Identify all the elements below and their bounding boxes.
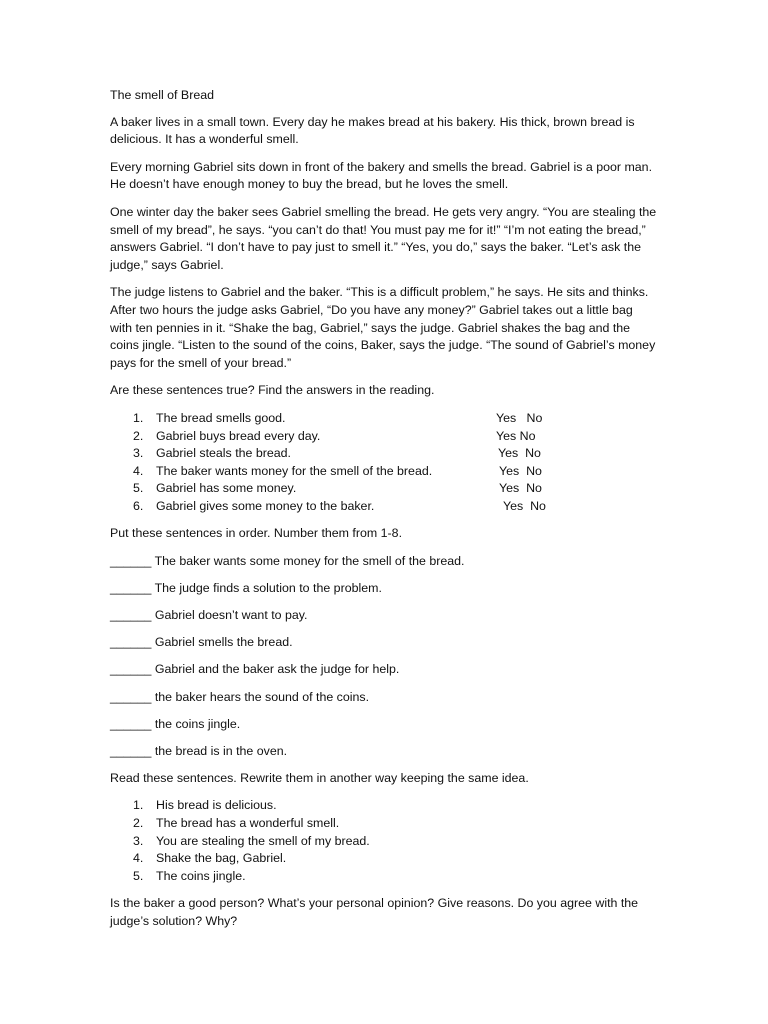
item-number: 2.	[133, 428, 144, 443]
list-item	[110, 661, 658, 679]
item-number: 4.	[133, 463, 144, 478]
item-number: 5.	[133, 481, 144, 496]
yes-no-answer: Yes No	[496, 428, 536, 443]
list-item	[110, 797, 658, 815]
item-text: The baker wants money for the smell of the bread.	[156, 463, 433, 478]
item-text: the coins jingle.	[154, 716, 241, 731]
item-text: Gabriel gives some money to the baker.	[156, 498, 375, 513]
closing-question: Is the baker a good person? What’s your personal opinion? Give reasons. Do you agree with the judge’s solution? Why?	[110, 896, 639, 928]
item-number: 1.	[133, 410, 144, 425]
list-item	[110, 498, 658, 516]
item-text: Gabriel smells the bread.	[154, 635, 293, 650]
list-item	[110, 850, 658, 868]
list-item	[110, 689, 658, 707]
list-item	[110, 463, 658, 481]
yes-no-answer: Yes No	[496, 410, 543, 425]
yes-no-answer: Yes No	[498, 446, 541, 461]
number-blank[interactable]: ______	[110, 689, 152, 704]
number-blank[interactable]: ______	[110, 716, 152, 731]
item-text: the baker hears the sound of the coins.	[154, 689, 370, 704]
true-false-list	[110, 410, 658, 516]
list-item	[110, 868, 658, 886]
number-blank[interactable]: ______	[110, 581, 152, 596]
story-paragraph-4: The judge listens to Gabriel and the baker. “This is a difficult problem,” he says. He sits and thinks. After two hours the judge asks Gabriel, “Do you have any money?” Gabriel takes out a little bag with ten pennies in it. “Shake the bag, Gabriel,” says the judge. Gabriel shakes the bag and the coins jingle. “Listen to the sound of the coins, Baker, says the judge. “The sound of Gabriel’s money pays for the smell of your bread.”	[110, 285, 656, 370]
number-blank[interactable]: ______	[110, 662, 152, 677]
item-text: The baker wants some money for the smell of the bread.	[154, 554, 465, 569]
number-blank[interactable]: ______	[110, 743, 152, 758]
story-paragraph-1: A baker lives in a small town. Every day he makes bread at his bakery. His thick, brown bread is delicious. It has a wonderful smell.	[110, 114, 635, 147]
list-item	[110, 445, 658, 463]
story-paragraph-3: One winter day the baker sees Gabriel smelling the bread. He gets very angry. “You are stealing the smell of my bread”, he says. “you can’t do that! You must pay me for it!” “I’m not eating the bread,” answers Gabriel. “I don’t have to pay just to smell it.” “Yes, you do,” says the baker. “Let’s ask the judge,” says Gabriel.	[110, 204, 657, 272]
yes-no-answer: Yes No	[503, 498, 546, 513]
item-number: 4.	[133, 851, 144, 866]
story-paragraph-2: Every morning Gabriel sits down in front of the bakery and smells the bread. Gabriel is a poor man. He doesn’t have enough money to buy the bread, but he loves the smell.	[110, 159, 653, 192]
item-text: Gabriel steals the bread.	[156, 446, 291, 461]
page-title: The smell of Bread	[110, 88, 214, 102]
item-text: Gabriel doesn’t want to pay.	[154, 608, 308, 623]
item-number: 3.	[133, 833, 144, 848]
item-text: You are stealing the smell of my bread.	[156, 833, 370, 848]
list-item	[110, 815, 658, 833]
item-number: 3.	[133, 446, 144, 461]
list-item	[110, 428, 658, 446]
item-text: Gabriel buys bread every day.	[156, 428, 321, 443]
item-number: 2.	[133, 816, 144, 830]
rewrite-instruction: Read these sentences. Rewrite them in another way keeping the same idea.	[110, 770, 529, 785]
item-text: The bread smells good.	[156, 410, 286, 425]
item-number: 1.	[133, 798, 144, 813]
ordering-list	[110, 553, 658, 760]
item-number: 6.	[133, 498, 144, 513]
list-item	[110, 743, 658, 761]
list-item	[110, 410, 658, 428]
item-number: 5.	[133, 868, 144, 883]
yes-no-answer: Yes No	[499, 481, 542, 496]
list-item	[110, 833, 658, 851]
item-text: Gabriel has some money.	[156, 481, 297, 496]
item-text: The coins jingle.	[156, 868, 246, 883]
true-false-instruction: Are these sentences true? Find the answers in the reading.	[110, 383, 435, 398]
worksheet-content	[110, 87, 658, 941]
rewrite-list	[110, 797, 658, 885]
item-text: The judge finds a solution to the problem.	[154, 581, 382, 596]
item-text: Gabriel and the baker ask the judge for help.	[154, 662, 400, 677]
number-blank[interactable]: ______	[110, 635, 152, 650]
list-item	[110, 607, 658, 625]
item-text: His bread is delicious.	[156, 798, 277, 813]
list-item	[110, 716, 658, 734]
list-item	[110, 553, 658, 571]
ordering-instruction: Put these sentences in order. Number them from 1-8.	[110, 526, 403, 541]
number-blank[interactable]: ______	[110, 608, 152, 623]
list-item	[110, 580, 658, 598]
yes-no-answer: Yes No	[499, 463, 542, 478]
item-text: the bread is in the oven.	[154, 743, 288, 758]
list-item	[110, 634, 658, 652]
item-text: Shake the bag, Gabriel.	[156, 851, 287, 866]
item-text: The bread has a wonderful smell.	[156, 816, 340, 830]
number-blank[interactable]: ______	[110, 554, 152, 569]
list-item	[110, 480, 658, 498]
